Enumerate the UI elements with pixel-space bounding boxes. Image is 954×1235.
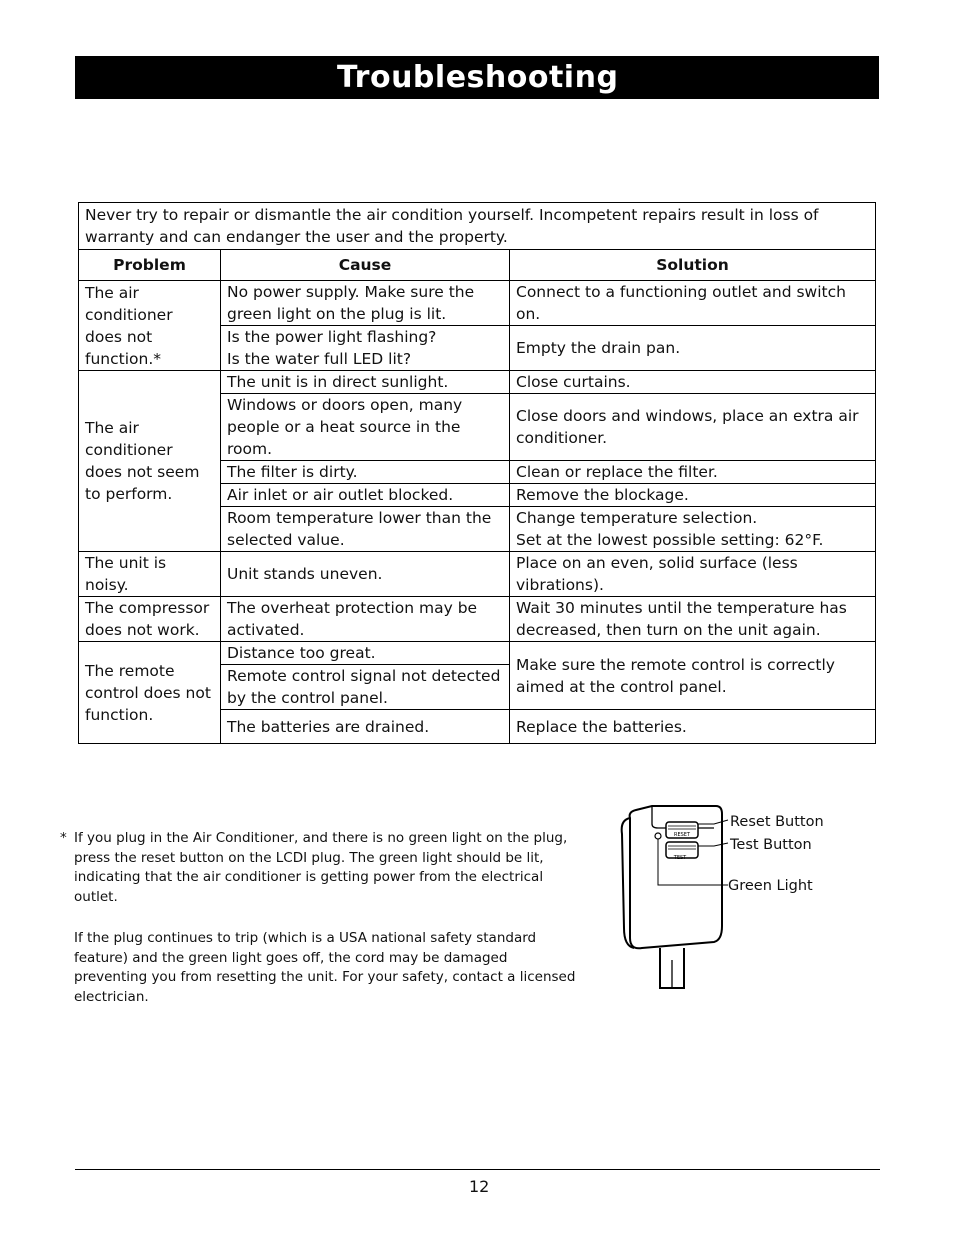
test-button-text: TEST (673, 855, 687, 861)
problem-cell: The air conditioner does not function.* (79, 281, 221, 371)
reset-button-text: RESET (673, 832, 691, 838)
solution-cell: Replace the batteries. (510, 710, 876, 744)
solution-cell: Clean or replace the filter. (510, 461, 876, 484)
cause-cell: Room temperature lower than the selected value. (221, 507, 510, 552)
solution-cell: Connect to a functioning outlet and switch on. (510, 281, 876, 326)
cause-cell: No power supply. Make sure the green light on the plug is lit. (221, 281, 510, 326)
solution-cell: Close doors and windows, place an extra air conditioner. (510, 394, 876, 461)
page-title: Troubleshooting (337, 60, 619, 95)
cause-cell: The batteries are drained. (221, 710, 510, 744)
green-light-label: Green Light (728, 878, 813, 894)
table-row (79, 281, 876, 326)
problem-cell: The unit is noisy. (79, 552, 221, 597)
cause-cell: Unit stands uneven. (221, 552, 510, 597)
problem-cell: The remote control does not function. (79, 642, 221, 744)
solution-cell: Wait 30 minutes until the temperature has decreased, then turn on the unit again. (510, 597, 876, 642)
problem-cell: The air conditioner does not seem to perform. (79, 371, 221, 552)
cause-cell: The overheat protection may be activated. (221, 597, 510, 642)
reset-button-label: Reset Button (730, 814, 824, 830)
table-row (79, 552, 876, 597)
solution-cell: Make sure the remote control is correctly aimed at the control panel. (510, 642, 876, 710)
solution-cell: Remove the blockage. (510, 484, 876, 507)
footnote-asterisk: * (60, 830, 67, 846)
solution-cell: Change temperature selection. Set at the lowest possible setting: 62°F. (510, 507, 876, 552)
footnote-paragraph-2: If the plug continues to trip (which is a USA national safety standard feature) and the green light goes off, the cord may be damaged preventing you from resetting the unit. For your safety, contact a licensed electrician. (74, 930, 576, 1005)
lcdi-plug-icon (618, 800, 738, 995)
footnote-paragraph-1: If you plug in the Air Conditioner, and there is no green light on the plug, press the reset button on the LCDI plug. The green light should be lit, indicating that the air conditioner is getting power from the electrical outlet. (74, 830, 568, 905)
green-light-indicator (655, 833, 661, 839)
footer-divider (75, 1169, 880, 1170)
header-row (79, 250, 876, 281)
solution-cell: Place on an even, solid surface (less vibrations). (510, 552, 876, 597)
page-number: 12 (469, 1177, 490, 1196)
cause-cell: Distance too great. (221, 642, 510, 665)
cause-cell: Is the power light flashing? Is the water full LED lit? (221, 326, 510, 371)
title-bar (75, 56, 879, 99)
warning-row (79, 203, 876, 250)
header-problem: Problem (79, 250, 221, 281)
table-row (79, 642, 876, 665)
solution-cell: Empty the drain pan. (510, 326, 876, 371)
test-button-label: Test Button (730, 837, 812, 853)
header-cause: Cause (221, 250, 510, 281)
troubleshooting-table (78, 202, 876, 744)
cause-cell: Windows or doors open, many people or a heat source in the room. (221, 394, 510, 461)
problem-cell: The compressor does not work. (79, 597, 221, 642)
header-solution: Solution (510, 250, 876, 281)
warning-text: Never try to repair or dismantle the air condition yourself. Incompetent repairs result in loss of warranty and can endanger the user and the property. (79, 203, 876, 250)
table-row (79, 371, 876, 394)
cause-cell: The filter is dirty. (221, 461, 510, 484)
solution-cell: Close curtains. (510, 371, 876, 394)
table-row (79, 597, 876, 642)
cause-cell: Air inlet or air outlet blocked. (221, 484, 510, 507)
footnote (60, 829, 580, 1007)
cause-cell: Remote control signal not detected by the control panel. (221, 665, 510, 710)
cause-cell: The unit is in direct sunlight. (221, 371, 510, 394)
lcdi-plug-diagram (618, 800, 738, 999)
